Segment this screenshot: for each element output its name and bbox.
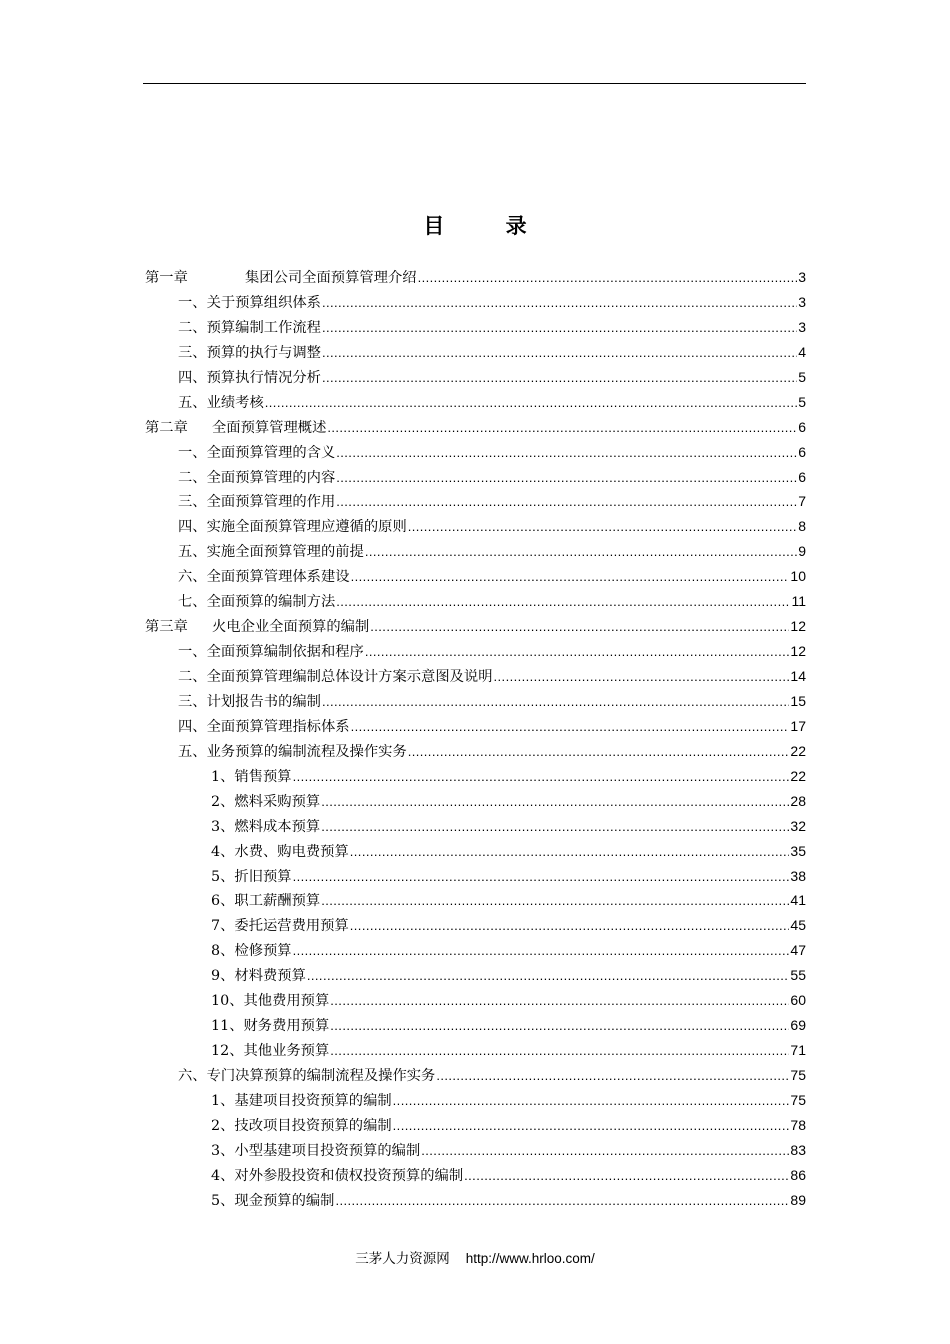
toc-entry-label: 全面预算管理编制总体设计方案示意图及说明 bbox=[206, 669, 493, 685]
toc-entry[interactable] bbox=[145, 315, 806, 340]
toc-entry[interactable] bbox=[145, 1063, 806, 1088]
toc-dot-leader bbox=[330, 989, 789, 1014]
toc-entry-page: 8 bbox=[798, 518, 806, 535]
toc-dot-leader bbox=[393, 1089, 790, 1114]
toc-entry-number: 五、 bbox=[178, 544, 207, 561]
toc-dot-leader bbox=[351, 715, 790, 740]
toc-dot-leader bbox=[421, 1139, 789, 1164]
toc-dot-leader bbox=[370, 615, 789, 640]
toc-entry-page: 3 bbox=[798, 318, 806, 335]
toc-entry-label: 全面预算管理的作用 bbox=[206, 494, 336, 511]
toc-entry-page: 6 bbox=[798, 418, 806, 435]
toc-entry-label: 小型基建项目投资预算的编制 bbox=[234, 1142, 421, 1159]
toc-entry[interactable] bbox=[145, 340, 806, 365]
toc-entry-label: 全面预算管理的内容 bbox=[206, 469, 336, 486]
toc-dot-leader bbox=[336, 490, 797, 515]
toc-entry-page: 6 bbox=[798, 443, 806, 460]
toc-entry[interactable] bbox=[145, 614, 806, 639]
toc-entry-page: 75 bbox=[790, 1091, 806, 1108]
toc-entry-label: 集团公司全面预算管理介绍 bbox=[245, 270, 417, 286]
toc-entry-number: 1、 bbox=[211, 768, 235, 785]
header-rule bbox=[143, 83, 806, 84]
toc-dot-leader bbox=[293, 765, 790, 790]
toc-entry-page: 11 bbox=[791, 593, 806, 610]
toc-entry-page: 60 bbox=[790, 992, 806, 1009]
toc-dot-leader bbox=[322, 366, 797, 391]
toc-entry[interactable] bbox=[145, 514, 806, 539]
toc-entry-label: 折旧预算 bbox=[234, 868, 292, 885]
toc-entry-page: 9 bbox=[798, 543, 806, 560]
toc-dot-leader bbox=[408, 515, 797, 540]
toc-entry[interactable] bbox=[145, 1088, 806, 1113]
toc-entry-number: 6、 bbox=[211, 893, 235, 910]
toc-entry-label: 全面预算管理体系建设 bbox=[206, 569, 350, 586]
toc-entry-label: 预算执行情况分析 bbox=[206, 369, 321, 386]
toc-entry[interactable] bbox=[145, 664, 806, 689]
toc-dot-leader bbox=[393, 1114, 790, 1139]
toc-entry-label: 全面预算管理指标体系 bbox=[206, 718, 350, 735]
table-of-contents bbox=[145, 265, 806, 1213]
toc-dot-leader bbox=[330, 1014, 789, 1039]
toc-entry-page: 47 bbox=[790, 942, 806, 959]
toc-dot-leader bbox=[418, 266, 798, 291]
toc-dot-leader bbox=[336, 441, 797, 466]
toc-entry-page: 14 bbox=[790, 668, 806, 684]
toc-entry-number: 一、 bbox=[178, 444, 207, 461]
toc-entry-page: 89 bbox=[790, 1191, 806, 1208]
toc-entry-number: 9、 bbox=[211, 968, 235, 985]
toc-dot-leader bbox=[408, 740, 790, 765]
toc-entry[interactable] bbox=[145, 789, 806, 814]
toc-entry-label: 预算编制工作流程 bbox=[206, 319, 321, 336]
toc-entry-number: 2、 bbox=[211, 1117, 235, 1134]
toc-entry-number: 12、 bbox=[211, 1043, 244, 1060]
toc-entry[interactable] bbox=[145, 764, 806, 789]
toc-entry-label: 全面预算管理的含义 bbox=[206, 444, 336, 461]
toc-entry-label: 职工薪酬预算 bbox=[234, 893, 321, 910]
toc-entry-number: 三、 bbox=[178, 344, 207, 361]
toc-entry[interactable] bbox=[145, 265, 806, 290]
toc-entry-number: 五、 bbox=[178, 394, 207, 411]
toc-entry-number: 二、 bbox=[178, 669, 207, 685]
toc-dot-leader bbox=[293, 865, 790, 890]
toc-dot-leader bbox=[322, 341, 797, 366]
toc-entry[interactable] bbox=[145, 963, 806, 988]
toc-entry-page: 5 bbox=[798, 368, 806, 385]
toc-entry-label: 委托运营费用预算 bbox=[234, 918, 349, 935]
toc-entry-page: 78 bbox=[790, 1116, 806, 1133]
toc-entry-label: 实施全面预算管理的前提 bbox=[206, 544, 364, 561]
toc-dot-leader bbox=[322, 316, 797, 341]
toc-entry-page: 4 bbox=[798, 343, 806, 360]
toc-entry-number: 3、 bbox=[211, 1142, 235, 1159]
toc-entry-label: 检修预算 bbox=[234, 943, 292, 960]
toc-entry[interactable] bbox=[145, 1113, 806, 1138]
toc-entry[interactable] bbox=[145, 1013, 806, 1038]
toc-entry-page: 12 bbox=[790, 643, 806, 660]
toc-entry-label: 水费、购电费预算 bbox=[234, 843, 349, 860]
toc-entry-page: 41 bbox=[790, 892, 806, 909]
toc-entry[interactable] bbox=[145, 365, 806, 390]
toc-entry-label: 对外参股投资和债权投资预算的编制 bbox=[234, 1167, 464, 1184]
toc-title: 目 录 bbox=[423, 213, 554, 238]
toc-entry-number: 4、 bbox=[211, 843, 235, 860]
toc-entry-number: 六、 bbox=[178, 1068, 207, 1084]
toc-entry-label: 燃料采购预算 bbox=[234, 793, 321, 810]
toc-entry-label: 燃料成本预算 bbox=[234, 818, 321, 835]
toc-entry-page: 3 bbox=[798, 269, 806, 285]
toc-entry-label: 专门决算预算的编制流程及操作实务 bbox=[206, 1068, 436, 1084]
toc-entry-page: 71 bbox=[790, 1042, 806, 1059]
toc-entry-page: 12 bbox=[790, 618, 806, 635]
toc-entry-label: 其他费用预算 bbox=[243, 993, 330, 1010]
toc-entry-page: 45 bbox=[790, 917, 806, 934]
toc-entry-number: 1、 bbox=[211, 1092, 235, 1109]
toc-entry[interactable] bbox=[145, 689, 806, 714]
toc-entry-label: 火电企业全面预算的编制 bbox=[212, 619, 370, 636]
toc-entry[interactable] bbox=[145, 1138, 806, 1163]
toc-entry-page: 22 bbox=[790, 742, 806, 759]
toc-entry-page: 3 bbox=[798, 293, 806, 310]
toc-entry-number: 第一章 bbox=[145, 270, 188, 286]
toc-entry-number: 11、 bbox=[211, 1018, 244, 1035]
toc-entry[interactable] bbox=[145, 465, 806, 490]
toc-dot-leader bbox=[436, 1064, 789, 1089]
toc-entry-number: 四、 bbox=[178, 369, 207, 386]
toc-entry-label: 现金预算的编制 bbox=[234, 1192, 335, 1209]
toc-entry[interactable] bbox=[145, 714, 806, 739]
toc-entry[interactable] bbox=[145, 839, 806, 864]
toc-entry-label: 全面预算管理概述 bbox=[212, 419, 327, 436]
toc-entry-label: 销售预算 bbox=[234, 768, 292, 785]
toc-entry-number: 二、 bbox=[178, 469, 207, 486]
toc-entry-number: 2、 bbox=[211, 793, 235, 810]
toc-entry-label: 其他业务预算 bbox=[243, 1043, 330, 1060]
toc-entry-number: 六、 bbox=[178, 569, 207, 586]
toc-dot-leader bbox=[321, 889, 789, 914]
toc-entry[interactable] bbox=[145, 938, 806, 963]
toc-dot-leader bbox=[321, 815, 789, 840]
page-footer bbox=[0, 1247, 950, 1267]
toc-dot-leader bbox=[494, 665, 790, 690]
toc-entry-page: 10 bbox=[790, 568, 806, 585]
toc-entry[interactable] bbox=[145, 589, 806, 614]
toc-entry-page: 6 bbox=[798, 468, 806, 485]
toc-entry-label: 业绩考核 bbox=[206, 394, 264, 411]
toc-entry-page: 5 bbox=[798, 393, 806, 410]
toc-dot-leader bbox=[265, 391, 797, 416]
toc-entry-label: 材料费预算 bbox=[234, 968, 306, 985]
toc-dot-leader bbox=[365, 540, 797, 565]
toc-entry-label: 预算的执行与调整 bbox=[206, 344, 321, 361]
toc-entry[interactable] bbox=[145, 988, 806, 1013]
toc-entry[interactable] bbox=[145, 1188, 806, 1213]
toc-dot-leader bbox=[327, 416, 797, 441]
toc-entry[interactable] bbox=[145, 739, 806, 764]
toc-entry-label: 实施全面预算管理应遵循的原则 bbox=[206, 519, 407, 536]
toc-entry-label: 业务预算的编制流程及操作实务 bbox=[206, 743, 407, 760]
toc-entry-number: 5、 bbox=[211, 1192, 235, 1209]
toc-dot-leader bbox=[365, 640, 790, 665]
toc-entry[interactable] bbox=[145, 390, 806, 415]
toc-entry-page: 17 bbox=[790, 717, 806, 734]
toc-entry-page: 69 bbox=[790, 1017, 806, 1034]
toc-entry-number: 8、 bbox=[211, 943, 235, 960]
toc-entry-page: 55 bbox=[790, 967, 806, 984]
toc-entry-number: 二、 bbox=[178, 319, 207, 336]
toc-dot-leader bbox=[293, 939, 790, 964]
toc-entry-number: 四、 bbox=[178, 718, 207, 735]
toc-dot-leader bbox=[307, 964, 790, 989]
toc-entry-number: 五、 bbox=[178, 743, 207, 760]
toc-entry-label: 财务费用预算 bbox=[243, 1018, 330, 1035]
toc-dot-leader bbox=[336, 466, 797, 491]
toc-entry-number: 四、 bbox=[178, 519, 207, 536]
toc-entry-number: 三、 bbox=[178, 494, 207, 511]
toc-entry-page: 7 bbox=[798, 493, 806, 510]
toc-entry[interactable] bbox=[145, 1163, 806, 1188]
toc-entry-number: 5、 bbox=[211, 868, 235, 885]
toc-entry-page: 83 bbox=[790, 1141, 806, 1158]
toc-dot-leader bbox=[350, 914, 790, 939]
toc-entry[interactable] bbox=[145, 913, 806, 938]
footer-url[interactable]: http://www.hrloo.com/ bbox=[465, 1251, 595, 1266]
toc-dot-leader bbox=[335, 1189, 789, 1214]
toc-dot-leader bbox=[322, 690, 789, 715]
toc-entry[interactable] bbox=[145, 489, 806, 514]
toc-entry[interactable] bbox=[145, 440, 806, 465]
toc-entry-number: 七、 bbox=[178, 594, 207, 611]
toc-dot-leader bbox=[336, 590, 790, 615]
toc-entry-page: 28 bbox=[790, 792, 806, 809]
toc-dot-leader bbox=[464, 1164, 789, 1189]
toc-dot-leader bbox=[330, 1039, 789, 1064]
toc-entry-label: 技改项目投资预算的编制 bbox=[234, 1117, 392, 1134]
toc-entry[interactable] bbox=[145, 888, 806, 913]
toc-dot-leader bbox=[350, 840, 790, 865]
toc-entry-number: 4、 bbox=[211, 1167, 235, 1184]
toc-entry-number: 三、 bbox=[178, 693, 207, 710]
toc-dot-leader bbox=[351, 565, 790, 590]
toc-entry-page: 75 bbox=[790, 1067, 806, 1083]
toc-entry-page: 15 bbox=[790, 692, 806, 709]
toc-entry-label: 关于预算组织体系 bbox=[206, 294, 321, 311]
toc-dot-leader bbox=[321, 790, 789, 815]
toc-entry-number: 第二章 bbox=[145, 419, 188, 436]
toc-entry[interactable] bbox=[145, 1038, 806, 1063]
toc-entry[interactable] bbox=[145, 639, 806, 664]
toc-dot-leader bbox=[322, 291, 797, 316]
toc-entry[interactable] bbox=[145, 864, 806, 889]
toc-entry-page: 35 bbox=[790, 842, 806, 859]
toc-entry[interactable] bbox=[145, 290, 806, 315]
toc-entry[interactable] bbox=[145, 814, 806, 839]
toc-entry-label: 计划报告书的编制 bbox=[206, 693, 321, 710]
toc-entry-number: 10、 bbox=[211, 993, 244, 1010]
toc-entry[interactable] bbox=[145, 564, 806, 589]
footer-site-name: 三茅人力资源网 bbox=[355, 1251, 450, 1267]
toc-entry-number: 3、 bbox=[211, 818, 235, 835]
toc-entry-page: 22 bbox=[790, 767, 806, 784]
toc-entry-number: 一、 bbox=[178, 294, 207, 311]
toc-entry[interactable] bbox=[145, 415, 806, 440]
toc-entry-number: 第三章 bbox=[145, 619, 188, 636]
toc-entry-number: 7、 bbox=[211, 918, 235, 935]
toc-entry-number: 一、 bbox=[178, 644, 207, 661]
toc-entry-label: 基建项目投资预算的编制 bbox=[234, 1092, 392, 1109]
toc-entry[interactable] bbox=[145, 539, 806, 564]
toc-entry-page: 32 bbox=[790, 817, 806, 834]
toc-entry-page: 38 bbox=[790, 867, 806, 884]
toc-entry-page: 86 bbox=[790, 1166, 806, 1183]
toc-entry-label: 全面预算编制依据和程序 bbox=[206, 644, 364, 661]
toc-entry-label: 全面预算的编制方法 bbox=[206, 594, 336, 611]
